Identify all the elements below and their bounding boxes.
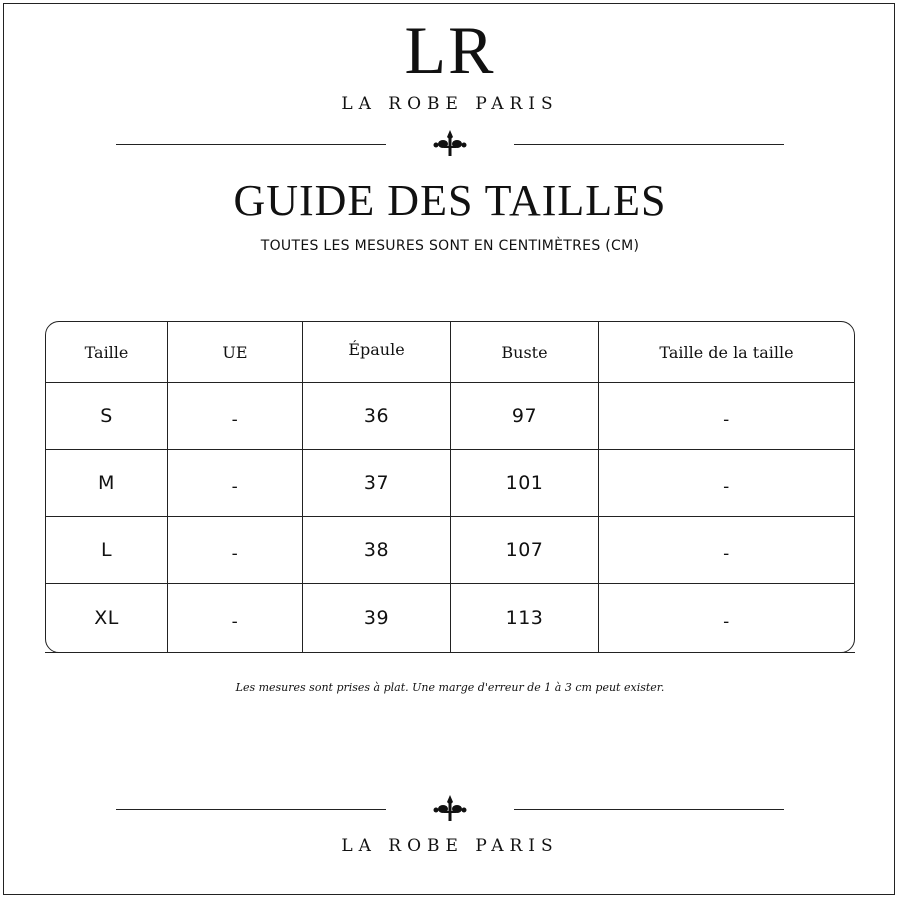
fleur-de-lis-icon	[432, 793, 468, 823]
table-cell: 113	[451, 584, 599, 652]
table-cell: -	[723, 612, 730, 632]
brand-name-bottom: LA ROBE PARIS	[341, 836, 559, 856]
table-cell: -	[168, 450, 303, 517]
table-header-cell: Buste	[451, 322, 599, 383]
table-cell: 36	[303, 383, 451, 450]
measurement-note: Les mesures sont prises à plat. Une marge d'erreur de 1 à 3 cm peut exister.	[235, 681, 665, 694]
table-header-cell: Épaule	[303, 322, 451, 383]
logo-monogram: LR	[404, 12, 496, 88]
divider-line-right-top	[514, 144, 784, 145]
table-cell: -	[599, 517, 854, 584]
page-title: GUIDE DES TAILLES	[233, 176, 667, 225]
divider-line-left-top	[116, 144, 386, 145]
size-table	[45, 321, 855, 653]
table-header-cell: Taille de la taille	[599, 322, 854, 383]
table-cell: 101	[451, 450, 599, 517]
table-header-cell: UE	[168, 322, 303, 383]
table-cell: M	[46, 450, 168, 517]
table-cell: S	[46, 383, 168, 450]
table-cell: -	[168, 584, 303, 652]
table-underline	[45, 652, 855, 653]
table-header-cell: Taille	[46, 322, 168, 383]
table-cell: 97	[451, 383, 599, 450]
table-cell: L	[46, 517, 168, 584]
table-cell: 39	[303, 584, 451, 652]
divider-line-right-bottom	[514, 809, 784, 810]
table-cell: -	[599, 450, 854, 517]
page-subtitle: TOUTES LES MESURES SONT EN CENTIMÈTRES (CM)	[260, 238, 640, 254]
table-cell: XL	[46, 584, 168, 652]
table-cell: -	[168, 383, 303, 450]
fleur-de-lis-icon	[432, 128, 468, 158]
table-cell: -	[599, 383, 854, 450]
brand-name-top: LA ROBE PARIS	[341, 94, 559, 114]
divider-line-left-bottom	[116, 809, 386, 810]
table-cell: -	[168, 517, 303, 584]
table-cell: 38	[303, 517, 451, 584]
table-cell: 37	[303, 450, 451, 517]
table-cell: 107	[451, 517, 599, 584]
